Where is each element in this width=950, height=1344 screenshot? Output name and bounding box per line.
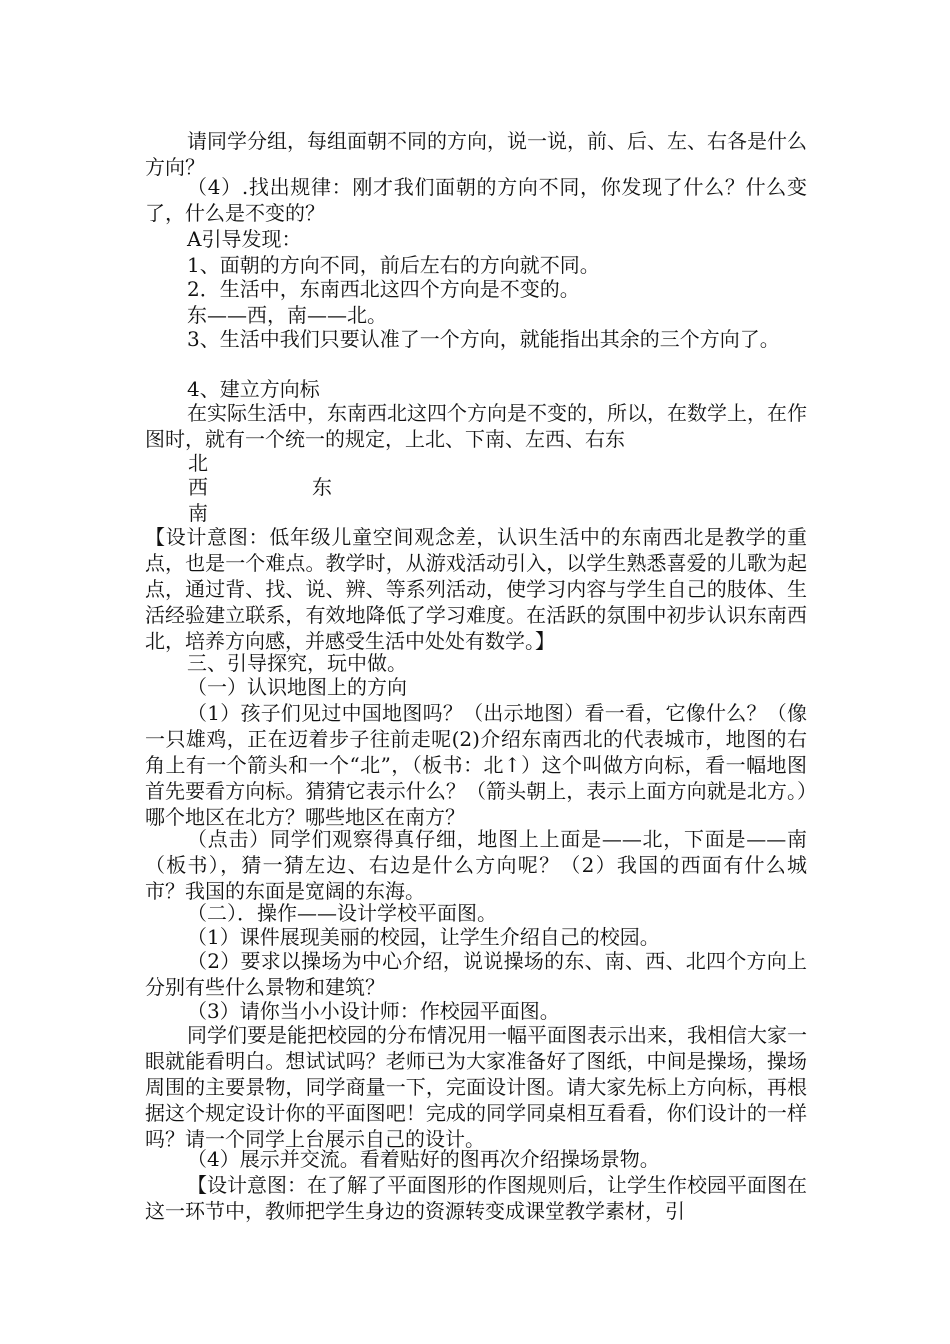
section-heading-3: 三、引导探究，玩中做。: [187, 651, 407, 675]
compass-south-label: 南: [188, 501, 208, 525]
paragraph-map-2: （点击）同学们观察得真仔细，地图上上面是——北，下面是——南（板书），猜一猜左边、右边是什么方向呢？（2）我国的西面有什么城市？我国的东面是宽阔的东海。: [145, 827, 807, 903]
paragraph-5: 2．生活中，东南西北这四个方向是不变的。: [187, 277, 580, 301]
subsection-heading-2: （二）．操作——设计学校平面图。: [187, 901, 497, 925]
paragraph-campus-2: （2）要求以操场为中心介绍，说说操场的东、南、西、北四个方向上分别有些什么景物和建筑？: [145, 949, 807, 999]
compass-east-label: 东: [312, 475, 332, 499]
paragraph-4: 1、面朝的方向不同，前后左右的方向就不同。: [187, 253, 600, 277]
paragraph-campus-1: （1）课件展现美丽的校园，让学生介绍自己的校园。: [187, 925, 660, 949]
paragraph-9: 在实际生活中，东南西北这四个方向是不变的，所以，在数学上，在作图时，就有一个统一的规定，上北、下南、左西、右东: [145, 401, 807, 451]
paragraph-campus-3: （3）请你当小小设计师：作校园平面图。: [187, 999, 560, 1023]
compass-west-label: 西: [188, 475, 208, 499]
paragraph-8: 4、建立方向标: [187, 377, 320, 401]
compass-north-label: 北: [188, 451, 208, 475]
subsection-heading-1: （一）认识地图上的方向: [187, 675, 407, 699]
paragraph-map-1: （1）孩子们见过中国地图吗？（出示地图）看一看，它像什么？（像一只雄鸡，正在迈着步子往前走呢(2)介绍东南西北的代表城市，地图的右角上有一个箭头和一个“北”，（板书：北↑）这个叫做方向标，看一幅地图首先要看方向标。猜猜它表示什么？（箭头朝上，表示上面方向就是北方。）哪个地区在北方？哪些地区在南方？: [145, 701, 807, 829]
design-intent-note-2: 【设计意图：在了解了平面图形的作图规则后，让学生作校园平面图在这一环节中，教师把学生身边的资源转变成课堂教学素材，引: [145, 1173, 807, 1223]
paragraph-7: 3、生活中我们只要认准了一个方向，就能指出其余的三个方向了。: [187, 327, 780, 351]
design-intent-note-1: 【设计意图：低年级儿童空间观念差，认识生活中的东南西北是教学的重点，也是一个难点。教学时，从游戏活动引入，以学生熟悉喜爱的儿歌为起点，通过背、找、说、辨、等系列活动，使学习内容与学生自己的肢体、生活经验建立联系，有效地降低了学习难度。在活跃的氛围中初步认识东南西北，培养方向感，并感受生活中处处有数学。】: [145, 525, 807, 653]
paragraph-campus-5: （4）展示并交流。看着贴好的图再次介绍操场景物。: [187, 1147, 660, 1171]
paragraph-6: 东——西，南——北。: [187, 303, 387, 327]
paragraph-2: （4）.找出规律：刚才我们面朝的方向不同，你发现了什么？什么变了，什么是不变的？: [145, 175, 807, 225]
paragraph-campus-4: 同学们要是能把校园的分布情况用一幅平面图表示出来，我相信大家一眼就能看明白。想试试吗？老师已为大家准备好了图纸，中间是操场，操场周围的主要景物，同学商量一下，完面设计图。请大家先标上方向标，再根据这个规定设计你的平面图吧！完成的同学同桌相互看看，你们设计的一样吗？请一个同学上台展示自己的设计。: [145, 1023, 807, 1151]
paragraph-1: 请同学分组，每组面朝不同的方向，说一说，前、后、左、右各是什么方向？: [145, 129, 807, 179]
paragraph-3: A引导发现：: [187, 227, 302, 251]
